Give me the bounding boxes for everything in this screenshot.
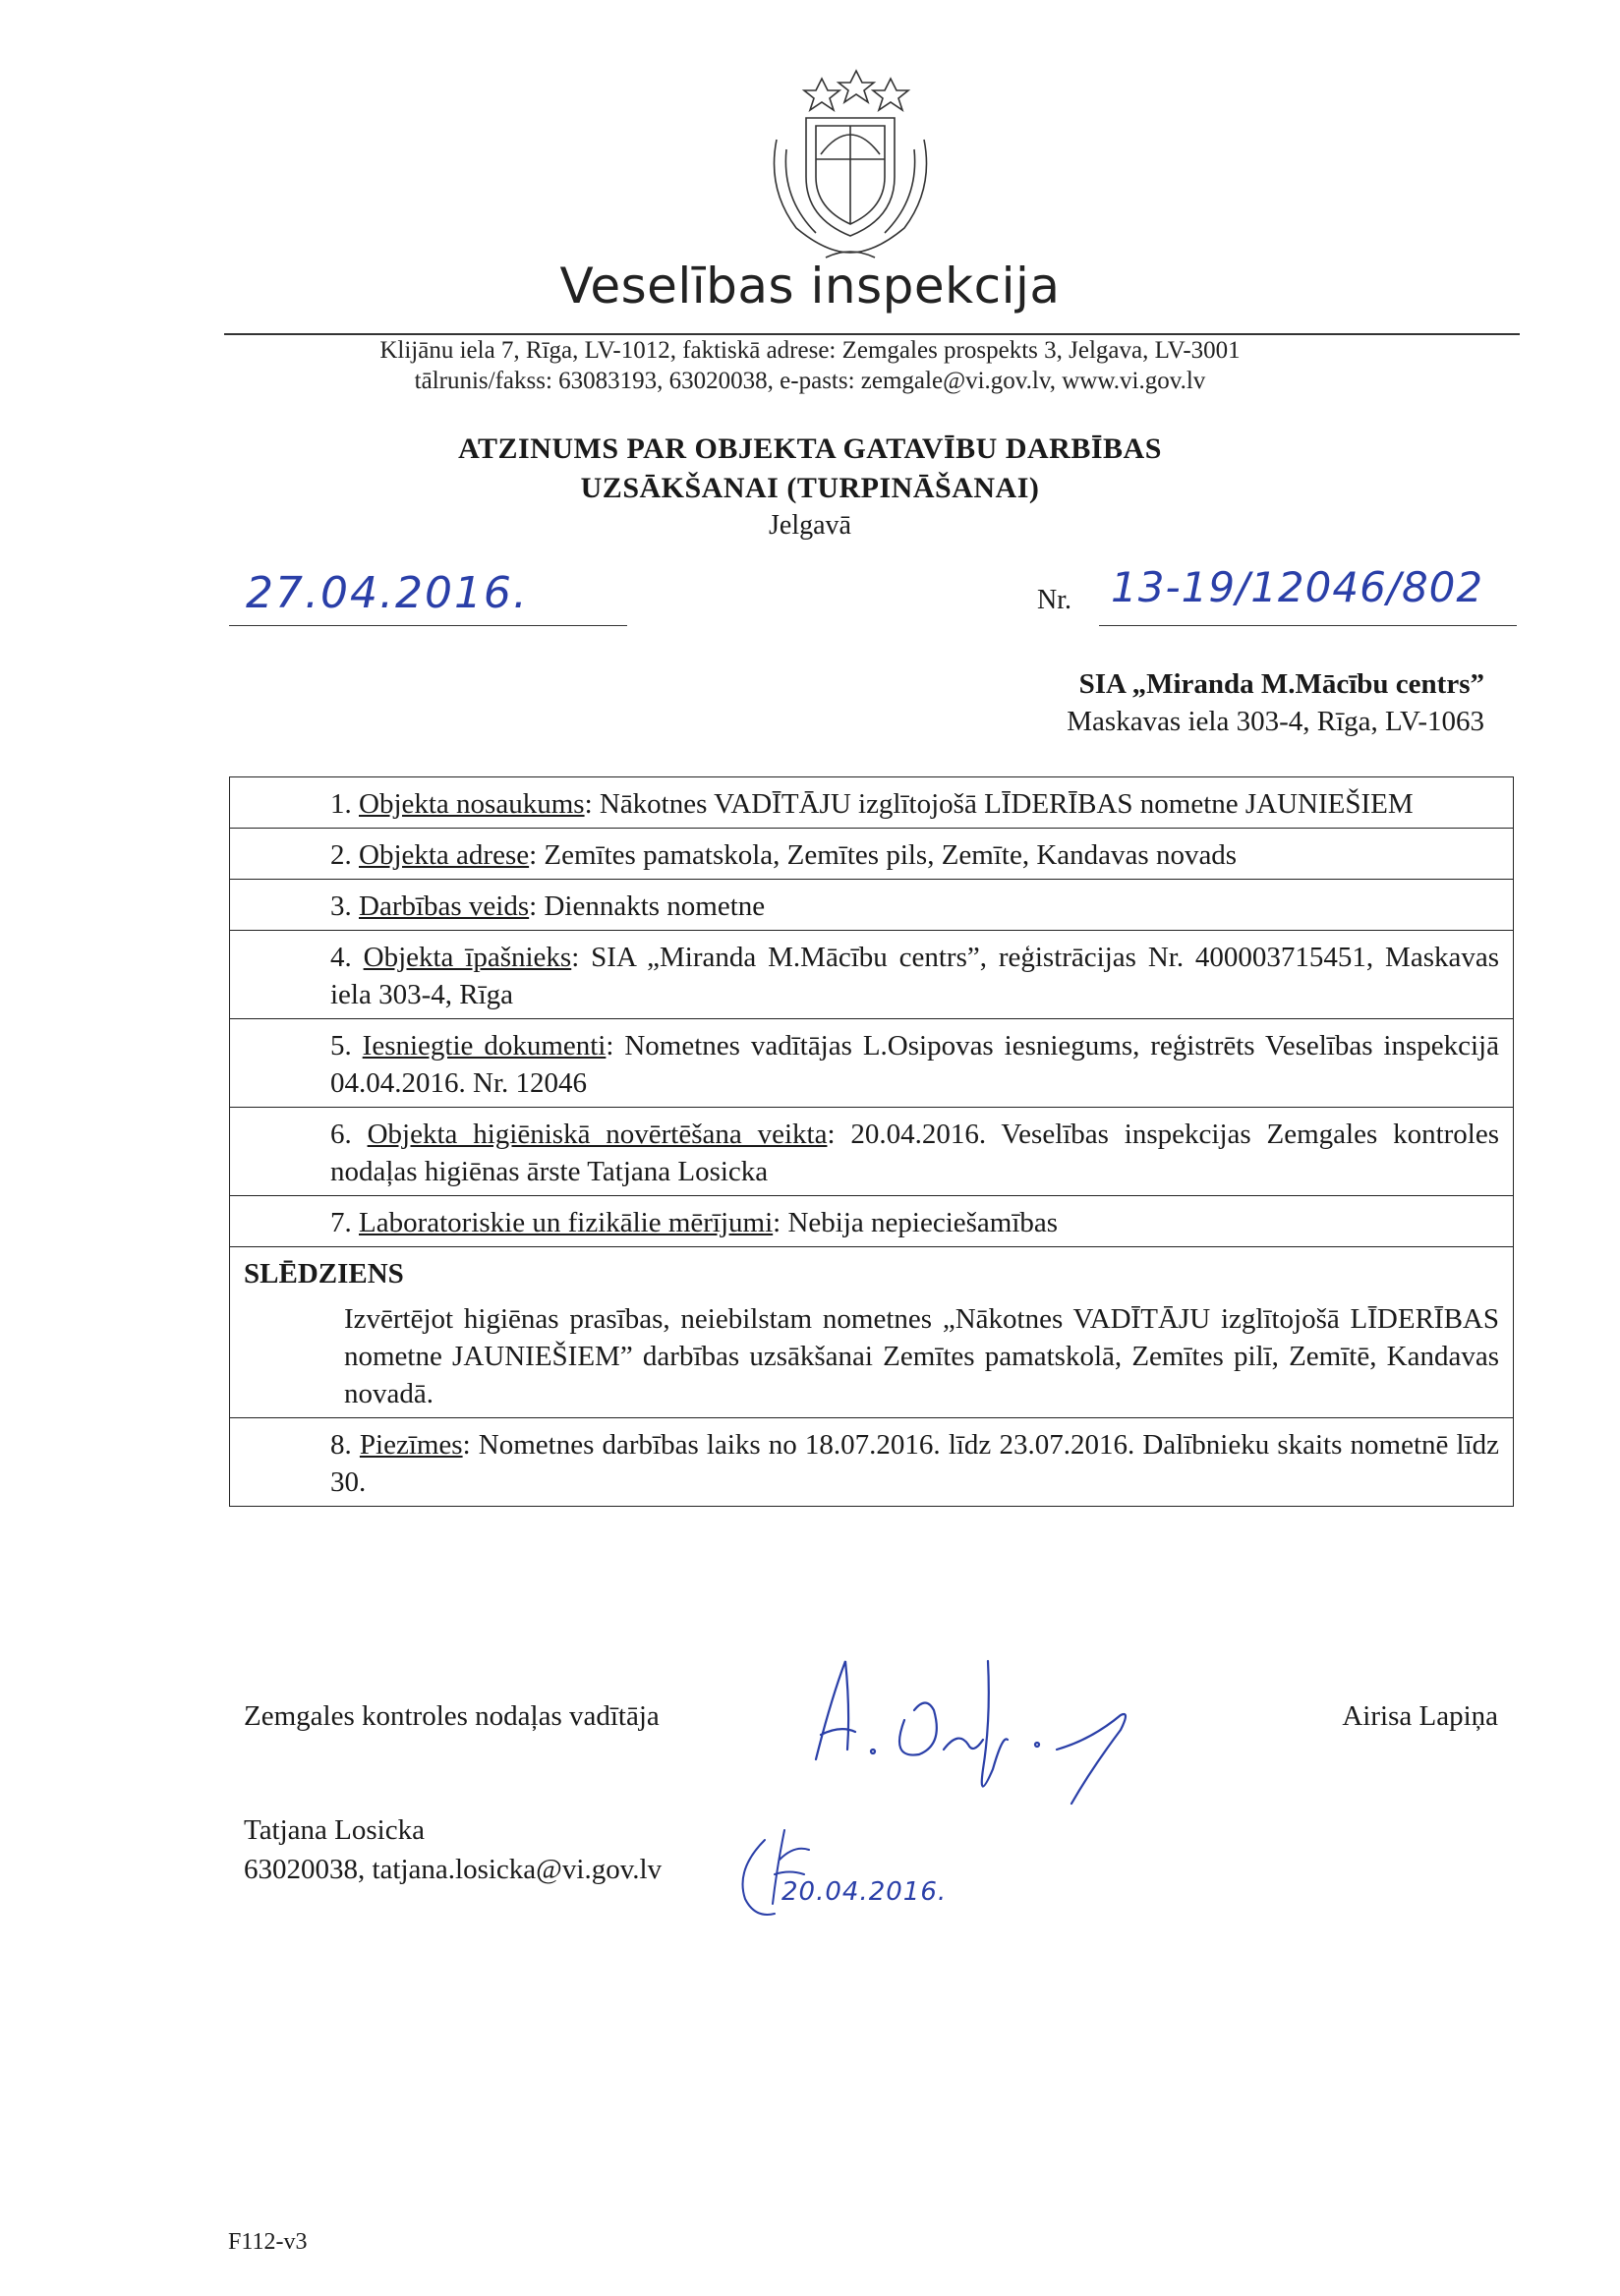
- conclusion-section: [230, 1246, 1513, 1417]
- recipient-name: SIA „Miranda M.Mācību centrs”: [1078, 668, 1484, 700]
- signature-icon: [796, 1641, 1150, 1818]
- item-value: : Nometnes vadītājas L.Osipovas iesniegums, reģistrēts Veselības inspekcijā 04.04.2016. Nr. 12046: [330, 1030, 1499, 1099]
- form-code: F112-v3: [228, 2229, 308, 2255]
- table-row: 5. Iesniegtie dokumenti: Nometnes vadītājas L.Osipovas iesniegums, reģistrēts Veselības inspekcijā 04.04.2016. Nr. 12046: [230, 1018, 1513, 1107]
- number-underline: [1099, 625, 1517, 626]
- item-value: : 20.04.2016. Veselības inspekcijas Zemgales kontroles nodaļas higiēnas ārste Tatjana Losicka: [330, 1119, 1499, 1187]
- organization-name: Veselības inspekcija: [559, 258, 1061, 315]
- approval-initials-icon: [725, 1820, 1001, 1928]
- document-date: 27.04.2016.: [246, 568, 529, 618]
- notes-label: Piezīmes: [359, 1429, 463, 1461]
- document-place: Jelgavā: [769, 510, 851, 541]
- table-row: 2. Objekta adrese: Zemītes pamatskola, Zemītes pils, Zemīte, Kandavas novads: [230, 828, 1513, 879]
- item-value: : SIA „Miranda M.Mācību centrs”, reģistrācijas Nr. 400003715451, Maskavas iela 303-4, Rīga: [330, 942, 1500, 1010]
- document-title-line1: ATZINUMS PAR OBJEKTA GATAVĪBU DARBĪBAS: [458, 432, 1162, 465]
- conclusion-heading: SLĒDZIENS: [244, 1258, 404, 1290]
- table-row: 6. Objekta higiēniskā novērtēšana veikta: 20.04.2016. Veselības inspekcijas Zemgales kontroles nodaļas higiēnas ārste Tatjana Losicka: [230, 1107, 1513, 1195]
- document-number: 13-19/12046/802: [1111, 563, 1484, 611]
- item-value: : Zemītes pamatskola, Zemītes pils, Zemīte, Kandavas novads: [529, 839, 1238, 871]
- signatory-role: Zemgales kontroles nodaļas vadītāja: [244, 1700, 660, 1732]
- table-row: 3. Darbības veids: Diennakts nometne: [230, 879, 1513, 930]
- item-label: Darbības veids: [359, 890, 530, 922]
- item-label: Objekta higiēniskā novērtēšana veikta: [367, 1119, 828, 1150]
- table-row: 4. Objekta īpašnieks: SIA „Miranda M.Mācību centrs”, reģistrācijas Nr. 400003715451, Maskavas iela 303-4, Rīga: [230, 930, 1513, 1018]
- date-underline: [229, 625, 627, 626]
- item-label: Objekta īpašnieks: [363, 942, 572, 973]
- organization-contacts: tālrunis/fakss: 63083193, 63020038, e-pasts: zemgale@vi.gov.lv, www.vi.gov.lv: [414, 368, 1206, 394]
- table-row: 7. Laboratoriskie un fizikālie mērījumi: Nebija nepieciešamības: [230, 1195, 1513, 1246]
- item-value: : Diennakts nometne: [529, 890, 766, 922]
- document-title-line2: UZSĀKŠANAI (TURPINĀŠANAI): [580, 472, 1040, 504]
- item-label: Objekta adrese: [359, 839, 530, 871]
- notes-row: 8. Piezīmes: Nometnes darbības laiks no 18.07.2016. līdz 23.07.2016. Dalībnieku skaits nometnē līdz 30.: [230, 1417, 1513, 1506]
- notes-value: : Nometnes darbības laiks no 18.07.2016. līdz 23.07.2016. Dalībnieku skaits nometnē līdz 30.: [330, 1429, 1499, 1498]
- header-divider: [224, 333, 1520, 335]
- contact-info: 63020038, tatjana.losicka@vi.gov.lv: [244, 1854, 663, 1885]
- table-row: 1. Objekta nosaukums: Nākotnes VADĪTĀJU izglītojošā LĪDERĪBAS nometne JAUNIEŠIEM: [330, 788, 1414, 820]
- item-label: Iesniegtie dokumenti: [362, 1030, 607, 1062]
- organization-address: Klijānu iela 7, Rīga, LV-1012, faktiskā adrese: Zemgales prospekts 3, Jelgava, LV-3001: [379, 337, 1241, 364]
- coat-of-arms-icon: [747, 61, 954, 267]
- number-label: Nr.: [1037, 585, 1071, 615]
- contact-name: Tatjana Losicka: [244, 1814, 425, 1846]
- signatory-name: Airisa Lapiņa: [1342, 1700, 1498, 1732]
- recipient-address: Maskavas iela 303-4, Rīga, LV-1063: [1067, 706, 1484, 737]
- info-table: [229, 776, 1514, 1507]
- item-label: Objekta nosaukums: [359, 788, 585, 820]
- conclusion-text: Izvērtējot higiēnas prasības, neiebilstam nometnes „Nākotnes VADĪTĀJU izglītojošā LĪDERĪBAS nometne JAUNIEŠIEM” darbības uzsākšanai Zemītes pamatskolā, Zemītes pilī, Zemītē, Kandavas novadā.: [344, 1303, 1499, 1409]
- item-label: Laboratoriskie un fizikālie mērījumi: [359, 1207, 774, 1238]
- item-value: : Nebija nepieciešamības: [773, 1207, 1059, 1238]
- item-value: : Nākotnes VADĪTĀJU izglītojošā LĪDERĪBAS nometne JAUNIEŠIEM: [584, 788, 1414, 820]
- approval-date: 20.04.2016.: [781, 1877, 948, 1907]
